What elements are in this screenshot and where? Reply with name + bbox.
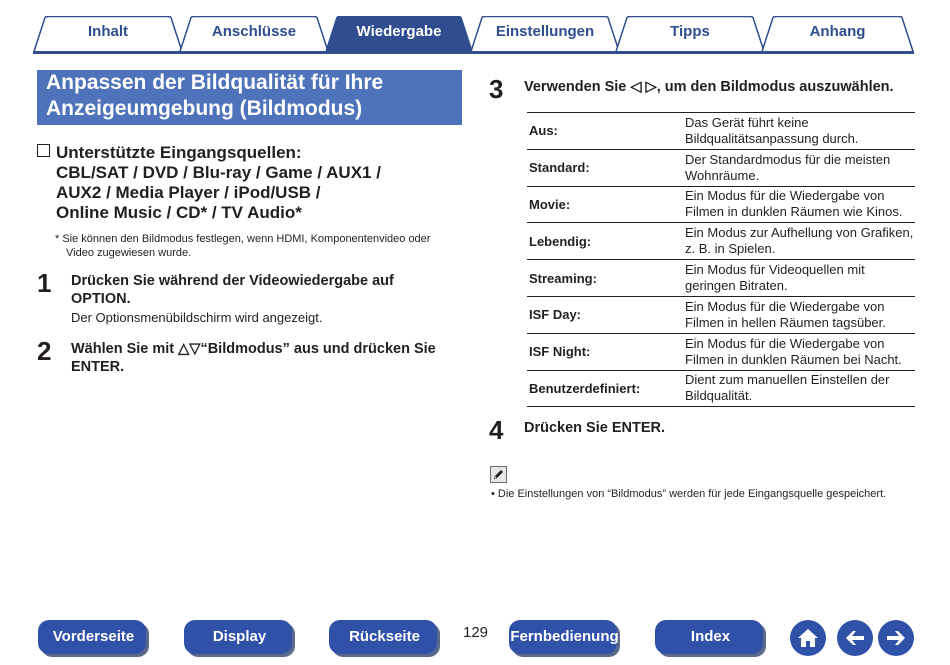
step-line: ENTER. bbox=[71, 359, 125, 375]
top-tab-bar bbox=[0, 0, 950, 56]
tab-anhang[interactable] bbox=[761, 16, 914, 53]
page-number: 129 bbox=[463, 624, 489, 641]
step-line: OPTION. bbox=[71, 291, 131, 307]
picture-mode-table bbox=[527, 112, 915, 407]
mode-description bbox=[685, 149, 915, 186]
step-number: 1 bbox=[37, 268, 52, 298]
mode-description bbox=[685, 260, 915, 297]
mode-description-line: Wohnräume. bbox=[685, 167, 760, 183]
step-4-text: Drücken Sie ENTER. bbox=[524, 420, 666, 436]
footnote-line: * Sie können den Bildmodus festlegen, wenn HDMI, Komponentenvideo oder bbox=[55, 233, 431, 245]
mode-description-line: z. B. in Spielen. bbox=[685, 241, 776, 257]
mode-description bbox=[685, 370, 915, 407]
step-3-text: Verwenden Sie ◁ ▷, um den Bildmodus auszuwählen. bbox=[524, 79, 894, 95]
supported-sources bbox=[37, 143, 467, 223]
mode-row bbox=[527, 223, 915, 260]
tab-label: Einstellungen bbox=[495, 23, 595, 40]
mode-description-line: Ein Modus für die Wiedergabe von bbox=[685, 188, 885, 204]
mode-name: Standard: bbox=[527, 149, 685, 186]
mode-description-line: Der Standardmodus für die meisten bbox=[685, 151, 891, 167]
nav-label: Display bbox=[212, 628, 267, 645]
mode-row bbox=[527, 296, 915, 333]
sources-heading: Unterstützte Eingangsquellen: bbox=[56, 143, 302, 162]
section-title bbox=[37, 70, 462, 125]
mode-row bbox=[527, 113, 915, 150]
mode-row bbox=[527, 186, 915, 223]
sources-line: CBL/SAT / DVD / Blu-ray / Game / AUX1 / bbox=[56, 163, 381, 182]
checkbox-icon bbox=[37, 144, 50, 157]
mode-name: Benutzerdefiniert: bbox=[527, 370, 685, 407]
sources-line: Online Music / CD* / TV Audio* bbox=[56, 203, 302, 222]
mode-description bbox=[685, 113, 915, 150]
section-title-line1: Anpassen der Bildqualität für Ihre bbox=[46, 71, 384, 94]
step-line: Wählen Sie mit △▽“Bildmodus” aus und drücken Sie bbox=[71, 341, 436, 357]
footnote-line: Video zugewiesen wurde. bbox=[66, 247, 192, 259]
tab-label: Anschlüsse bbox=[211, 23, 297, 40]
mode-row bbox=[527, 260, 915, 297]
mode-description-line: Bildqualität. bbox=[685, 388, 753, 404]
mode-row bbox=[527, 370, 915, 407]
mode-description-line: Dient zum manuellen Einstellen der bbox=[685, 372, 890, 388]
mode-description-line: geringen Bitraten. bbox=[685, 278, 788, 294]
mode-description bbox=[685, 223, 915, 260]
note-text: • Die Einstellungen von “Bildmodus” werden für jede Eingangsquelle gespeichert. bbox=[491, 488, 887, 500]
remote-control-button[interactable] bbox=[509, 620, 620, 657]
index-button[interactable] bbox=[655, 620, 766, 657]
tab-label: Inhalt bbox=[88, 23, 128, 40]
nav-label: Rückseite bbox=[349, 628, 420, 645]
mode-description bbox=[685, 333, 915, 370]
mode-description-line: Bildqualitätsanpassung durch. bbox=[685, 130, 859, 146]
tab-label: Tipps bbox=[670, 23, 710, 40]
mode-description bbox=[685, 186, 915, 223]
mode-description-line: Ein Modus für die Wiedergabe von bbox=[685, 298, 885, 314]
pencil-icon bbox=[490, 466, 507, 483]
nav-label: Index bbox=[690, 628, 731, 645]
mode-row bbox=[527, 149, 915, 186]
step-number: 3 bbox=[489, 74, 504, 104]
footnote bbox=[55, 232, 455, 260]
mode-description bbox=[685, 296, 915, 333]
nav-label: Vorderseite bbox=[52, 628, 135, 645]
tab-underline bbox=[33, 51, 914, 54]
mode-description-line: Das Gerät führt keine bbox=[685, 114, 809, 130]
mode-name: Streaming: bbox=[527, 260, 685, 297]
step-1-sub: Der Optionsmenübildschirm wird angezeigt. bbox=[71, 310, 323, 325]
tab-einstellungen[interactable] bbox=[470, 16, 620, 53]
step-2-text bbox=[71, 340, 436, 376]
tab-label: Wiedergabe bbox=[356, 23, 442, 40]
step-1-text bbox=[71, 272, 394, 308]
mode-description-line: Ein Modus für die Wiedergabe von bbox=[685, 335, 885, 351]
step-number: 2 bbox=[37, 336, 52, 366]
section-title-line2: Anzeigeumgebung (Bildmodus) bbox=[46, 97, 363, 120]
tab-inhalt[interactable] bbox=[33, 16, 183, 53]
arrow-left-icon[interactable] bbox=[836, 619, 874, 657]
tab-label: Anhang bbox=[809, 23, 866, 40]
mode-description-line: Filmen in dunklen Räumen wie Kinos. bbox=[685, 204, 903, 220]
mode-name: ISF Day: bbox=[527, 296, 685, 333]
sources-line: AUX2 / Media Player / iPod/USB / bbox=[56, 183, 321, 202]
step-number: 4 bbox=[489, 415, 504, 445]
display-button[interactable] bbox=[184, 620, 295, 657]
mode-row bbox=[527, 333, 915, 370]
front-panel-button[interactable] bbox=[38, 620, 149, 657]
mode-name: Movie: bbox=[527, 186, 685, 223]
mode-name: ISF Night: bbox=[527, 333, 685, 370]
mode-description-line: Ein Modus zur Aufhellung von Grafiken, bbox=[685, 225, 914, 241]
rear-panel-button[interactable] bbox=[329, 620, 440, 657]
arrow-right-icon[interactable] bbox=[877, 619, 915, 657]
tab-wiedergabe[interactable] bbox=[325, 16, 473, 53]
step-line: Drücken Sie während der Videowiedergabe auf bbox=[71, 273, 394, 289]
mode-description-line: Ein Modus für Videoquellen mit bbox=[685, 262, 865, 278]
tab-anschluesse[interactable] bbox=[179, 16, 329, 53]
mode-description-line: Filmen in hellen Räumen tagsüber. bbox=[685, 314, 886, 330]
nav-label: Fernbedienung bbox=[510, 628, 619, 645]
mode-name: Aus: bbox=[527, 113, 685, 150]
home-icon[interactable] bbox=[789, 619, 827, 657]
tab-tipps[interactable] bbox=[615, 16, 765, 53]
mode-description-line: Filmen in dunklen Räumen bei Nacht. bbox=[685, 351, 902, 367]
mode-name: Lebendig: bbox=[527, 223, 685, 260]
